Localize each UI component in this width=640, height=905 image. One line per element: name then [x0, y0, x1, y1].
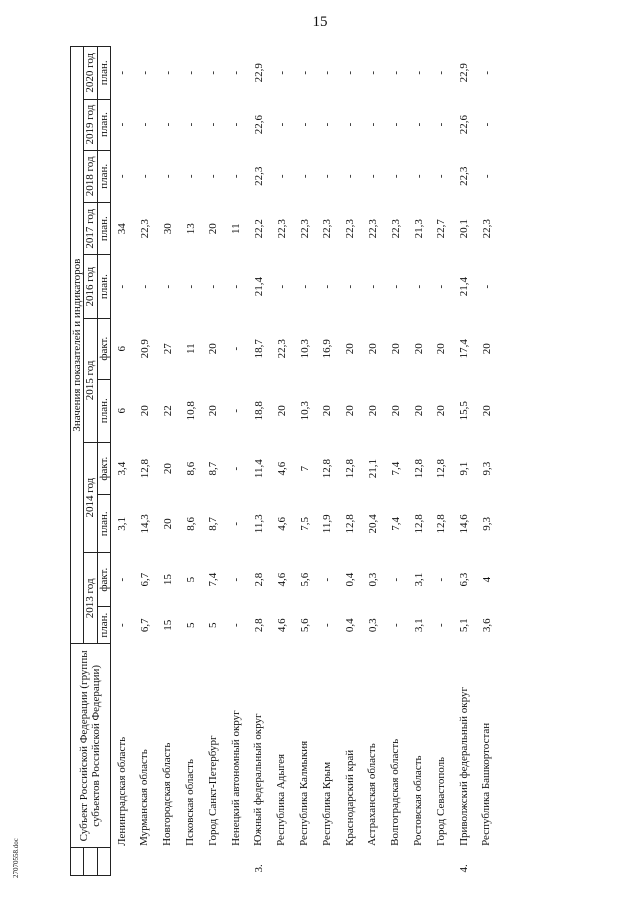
table-cell: 12,8 [344, 514, 357, 534]
region-name: Республика Калмыкия [297, 740, 310, 846]
table-body [110, 47, 498, 876]
table-cell: 22,3 [389, 219, 402, 239]
table-cell: 20 [161, 518, 174, 530]
table-cell: 5,1 [458, 618, 471, 633]
sub-header: факт. [97, 318, 110, 379]
table-cell: 22,9 [252, 63, 265, 83]
table-cell: - [230, 466, 243, 471]
table-cell: 34 [116, 223, 129, 235]
table-cell: 21,1 [366, 459, 379, 479]
region-name: Город Санкт-Петербург [206, 735, 219, 846]
table-cell: 4,6 [275, 618, 288, 633]
table-cell: - [389, 284, 402, 289]
table-cell: - [230, 577, 243, 582]
row-number: 3. [252, 864, 265, 873]
table-cell: - [138, 70, 151, 75]
table-cell: - [412, 284, 425, 289]
table-cell: 10,3 [298, 339, 311, 359]
table-cell: 5,6 [298, 618, 311, 633]
table-cell: - [389, 623, 402, 628]
table-cell: 7,4 [389, 461, 402, 476]
table-cell: 27 [161, 343, 174, 355]
sub-header: план. [97, 99, 110, 150]
table-cell: - [344, 70, 357, 75]
region-name: Мурманская область [138, 749, 151, 846]
table-cell: 22,3 [138, 219, 151, 239]
table-cell: 22,9 [458, 63, 471, 83]
table-cell: - [435, 284, 448, 289]
row-number [293, 848, 316, 876]
table-row [476, 47, 499, 876]
table-cell: - [435, 577, 448, 582]
table-cell: 6,7 [138, 572, 151, 587]
document-id: 27070558.doc [12, 838, 20, 878]
table-cell: 7,5 [298, 516, 311, 531]
row-number [476, 848, 499, 876]
table-cell: 22,3 [298, 219, 311, 239]
table-row [339, 47, 362, 876]
table-cell: - [230, 284, 243, 289]
table-cell: 22,3 [366, 219, 379, 239]
table-cell: 21,4 [252, 277, 265, 297]
table-row [385, 47, 408, 876]
table-cell: 18,7 [252, 339, 265, 359]
table-cell: 20 [389, 405, 402, 417]
table-cell: - [389, 70, 402, 75]
table-cell: - [207, 70, 220, 75]
table-cell: 12,8 [321, 459, 334, 479]
table-cell: 0,3 [366, 618, 379, 633]
row-number [407, 848, 430, 876]
table-cell: - [366, 284, 379, 289]
table-cell: 3,1 [412, 618, 425, 633]
row-number [225, 848, 248, 876]
row-number [316, 848, 339, 876]
table-cell: 5 [184, 622, 197, 628]
region-name: Астраханская область [366, 743, 379, 846]
page-number: 15 [312, 14, 328, 30]
sub-header: план. [97, 379, 110, 442]
table-cell: - [389, 174, 402, 179]
region-name: Город Севастополь [434, 756, 447, 846]
table-cell: 20 [344, 405, 357, 417]
table-cell: 2,8 [252, 572, 265, 587]
table-row [316, 47, 339, 876]
row-number: 4. [458, 864, 471, 873]
table-cell: 6 [116, 407, 129, 414]
table-cell: 3,4 [116, 461, 129, 476]
table-cell: 15 [161, 574, 174, 586]
table-cell: 20 [161, 463, 174, 475]
table-row [293, 47, 316, 876]
region-name: Псковская область [183, 759, 196, 846]
table-cell: - [184, 70, 197, 75]
table-cell: - [275, 284, 288, 289]
table-cell: - [230, 174, 243, 179]
table-cell: 7,4 [207, 572, 220, 587]
table-row [248, 47, 271, 876]
table-cell: - [366, 70, 379, 75]
region-name: Приволжский федеральный округ [457, 687, 470, 846]
table-cell: - [321, 122, 334, 127]
table-cell: 20 [366, 343, 379, 355]
table-cell: 7 [298, 465, 311, 472]
table-cell: 20,9 [138, 339, 151, 359]
table-cell: - [138, 122, 151, 127]
region-name: Волгоградская область [389, 738, 402, 846]
table-cell: - [435, 623, 448, 628]
table-cell: - [412, 122, 425, 127]
table-cell: 20 [480, 343, 493, 355]
year-header: 2014 год [84, 442, 97, 552]
row-number [134, 848, 157, 876]
table-row [430, 47, 453, 876]
table-cell: - [480, 70, 493, 75]
row-number [110, 848, 133, 876]
table-cell: - [298, 284, 311, 289]
table-cell: - [207, 122, 220, 127]
table-cell: - [412, 174, 425, 179]
year-header: 2017 год [84, 203, 97, 255]
indicators-table [70, 46, 498, 876]
year-header: 2013 год [84, 553, 97, 644]
table-cell: 22,3 [275, 339, 288, 359]
rotated-table-container [70, 46, 535, 876]
table-cell: 3,6 [480, 618, 493, 633]
table-cell: 10,8 [184, 401, 197, 421]
table-cell: 8,6 [184, 516, 197, 531]
table-cell: - [321, 577, 334, 582]
year-header: 2020 год [84, 47, 97, 100]
table-cell: - [344, 122, 357, 127]
year-header: 2018 год [84, 150, 97, 202]
region-name: Новгородская область [161, 742, 174, 846]
region-name: Южный федеральный округ [252, 713, 265, 846]
table-cell: - [435, 122, 448, 127]
table-cell: 7,4 [389, 516, 402, 531]
table-cell: 22,7 [435, 219, 448, 239]
table-row [225, 47, 248, 876]
table-cell: - [138, 284, 151, 289]
row-number [430, 848, 453, 876]
sub-header: факт. [97, 553, 110, 607]
year-header: 2019 год [84, 99, 97, 150]
table-cell: - [184, 284, 197, 289]
table-cell: 10,3 [298, 401, 311, 421]
table-cell: - [298, 174, 311, 179]
table-cell: 21,4 [458, 277, 471, 297]
table-cell: 12,8 [344, 459, 357, 479]
table-cell: 11,4 [252, 459, 265, 479]
row-number [179, 848, 202, 876]
table-cell: - [366, 174, 379, 179]
table-cell: - [116, 70, 129, 75]
table-cell: - [298, 70, 311, 75]
table-cell: 20 [138, 405, 151, 417]
sub-header: план. [97, 47, 110, 100]
table-cell: 20 [207, 223, 220, 235]
table-cell: 20 [321, 405, 334, 417]
table-cell: 22,3 [275, 219, 288, 239]
table-cell: - [480, 122, 493, 127]
table-cell: - [298, 122, 311, 127]
table-cell: 3,1 [116, 516, 129, 531]
table-cell: 5 [207, 622, 220, 628]
subject-column-header: Субъект Российской Федерации (группы субъектов Российской Федерации) [71, 644, 111, 848]
sub-header: факт. [97, 442, 110, 494]
table-cell: 14,6 [458, 514, 471, 534]
table-cell: 22,6 [458, 114, 471, 135]
table-cell: 4 [480, 576, 493, 583]
table-cell: 9,1 [458, 461, 471, 476]
region-name: Ростовская область [411, 755, 424, 846]
sub-header: план. [97, 203, 110, 255]
row-number [339, 848, 362, 876]
table-cell: 11 [184, 343, 197, 354]
table-cell: 8,7 [207, 461, 220, 476]
table-cell: 6,3 [458, 572, 471, 587]
table-cell: - [321, 174, 334, 179]
table-cell: - [435, 174, 448, 179]
table-cell: - [116, 174, 129, 179]
table-cell: - [116, 284, 129, 289]
table-cell: 20,4 [366, 514, 379, 534]
table-cell: - [344, 284, 357, 289]
table-cell: 6 [116, 345, 129, 352]
year-header: 2015 год [84, 318, 97, 442]
table-cell: - [161, 174, 174, 179]
table-cell: - [161, 122, 174, 127]
table-cell: 0,4 [344, 572, 357, 587]
table-cell: 11,9 [321, 514, 334, 534]
table-cell: 22 [161, 405, 174, 417]
table-cell: 8,6 [184, 461, 197, 476]
table-cell: - [321, 623, 334, 628]
table-cell: 11 [230, 223, 243, 234]
row-number [362, 848, 385, 876]
table-cell: - [480, 284, 493, 289]
table-cell: 4,6 [275, 572, 288, 587]
table-row [407, 47, 430, 876]
table-cell: - [138, 174, 151, 179]
table-cell: - [207, 174, 220, 179]
table-cell: 5 [184, 576, 197, 583]
table-cell: 4,6 [275, 516, 288, 531]
table-cell: 13 [184, 223, 197, 235]
table-cell: 20 [344, 343, 357, 355]
table-cell: 22,2 [252, 219, 265, 239]
region-name: Республика Крым [320, 761, 333, 846]
table-cell: 12,8 [412, 514, 425, 534]
table-cell: 20 [389, 343, 402, 355]
table-cell: - [230, 346, 243, 351]
table-cell: - [275, 70, 288, 75]
table-cell: - [230, 408, 243, 413]
table-cell: 12,8 [435, 459, 448, 479]
table-cell: 9,3 [480, 516, 493, 531]
table-cell: 20 [412, 405, 425, 417]
table-row [179, 47, 202, 876]
table-cell: - [116, 623, 129, 628]
table-cell: 20 [435, 405, 448, 417]
table-cell: - [230, 70, 243, 75]
table-row [271, 47, 294, 876]
table-cell: - [184, 174, 197, 179]
table-cell: 15,5 [458, 401, 471, 421]
table-cell: - [412, 70, 425, 75]
table-row [157, 47, 180, 876]
table-cell: - [435, 70, 448, 75]
table-cell: 22,3 [458, 166, 471, 186]
table-cell: 11,3 [252, 514, 265, 534]
sub-header: план. [97, 495, 110, 553]
table-cell: - [389, 122, 402, 127]
table-cell: 4,6 [275, 461, 288, 476]
row-number [202, 848, 225, 876]
region-name: Ненецкий автономный округ [229, 710, 242, 846]
table-cell: 20 [412, 343, 425, 355]
table-cell: - [161, 70, 174, 75]
region-name: Республика Башкортостан [480, 722, 493, 846]
table-cell: 12,8 [412, 459, 425, 479]
table-cell: - [184, 122, 197, 127]
row-number [271, 848, 294, 876]
table-cell: 5,6 [298, 572, 311, 587]
table-cell: 20 [435, 343, 448, 355]
table-cell: - [480, 174, 493, 179]
table-cell: 20 [275, 405, 288, 417]
table-cell: - [321, 70, 334, 75]
region-name: Ленинградская область [115, 736, 128, 846]
table-cell: 12,8 [138, 459, 151, 479]
table-cell: 16,9 [321, 339, 334, 359]
table-row [453, 47, 476, 876]
table-cell: - [116, 122, 129, 127]
table-cell: 20,1 [458, 219, 471, 239]
table-cell: 0,3 [366, 572, 379, 587]
table-cell: 22,3 [252, 166, 265, 186]
table-cell: 21,3 [412, 219, 425, 239]
table-cell: 15 [161, 619, 174, 631]
row-number [385, 848, 408, 876]
table-cell: 20 [207, 405, 220, 417]
table-row [362, 47, 385, 876]
table-cell: - [389, 577, 402, 582]
region-name: Краснодарский край [343, 749, 356, 846]
table-cell: 9,3 [480, 461, 493, 476]
table-row [134, 47, 157, 876]
table-cell: 0,4 [344, 618, 357, 633]
table-cell: 22,3 [344, 219, 357, 239]
values-header: Значения показателей и индикаторов [71, 47, 84, 644]
region-name: Республика Адыгея [275, 753, 288, 846]
table-row [202, 47, 225, 876]
table-cell: - [275, 122, 288, 127]
row-number [157, 848, 180, 876]
sub-header: план. [97, 255, 110, 318]
table-cell: 14,3 [138, 514, 151, 534]
table-cell: 20 [207, 343, 220, 355]
table-cell: 8,7 [207, 516, 220, 531]
table-cell: - [207, 284, 220, 289]
table-cell: - [366, 122, 379, 127]
table-cell: 30 [161, 223, 174, 235]
table-cell: - [116, 577, 129, 582]
table-cell: 6,7 [138, 618, 151, 633]
table-cell: 2,8 [252, 618, 265, 633]
sub-header: план. [97, 607, 110, 644]
table-cell: - [344, 174, 357, 179]
table-cell: 3,1 [412, 572, 425, 587]
table-cell: - [230, 623, 243, 628]
table-cell: 22,6 [252, 114, 265, 135]
table-cell: 20 [366, 405, 379, 417]
table-cell: - [230, 122, 243, 127]
table-cell: - [161, 284, 174, 289]
table-cell: 12,8 [435, 514, 448, 534]
table-cell: - [230, 521, 243, 526]
table-cell: 22,3 [480, 219, 493, 239]
table-cell: - [321, 284, 334, 289]
table-row [110, 47, 133, 876]
table-cell: 20 [480, 405, 493, 417]
sub-header: план. [97, 150, 110, 202]
table-cell: 22,3 [321, 219, 334, 239]
table-cell: 17,4 [458, 339, 471, 359]
table-cell: 18,8 [252, 401, 265, 421]
table-cell: - [275, 174, 288, 179]
year-header: 2016 год [84, 255, 97, 318]
